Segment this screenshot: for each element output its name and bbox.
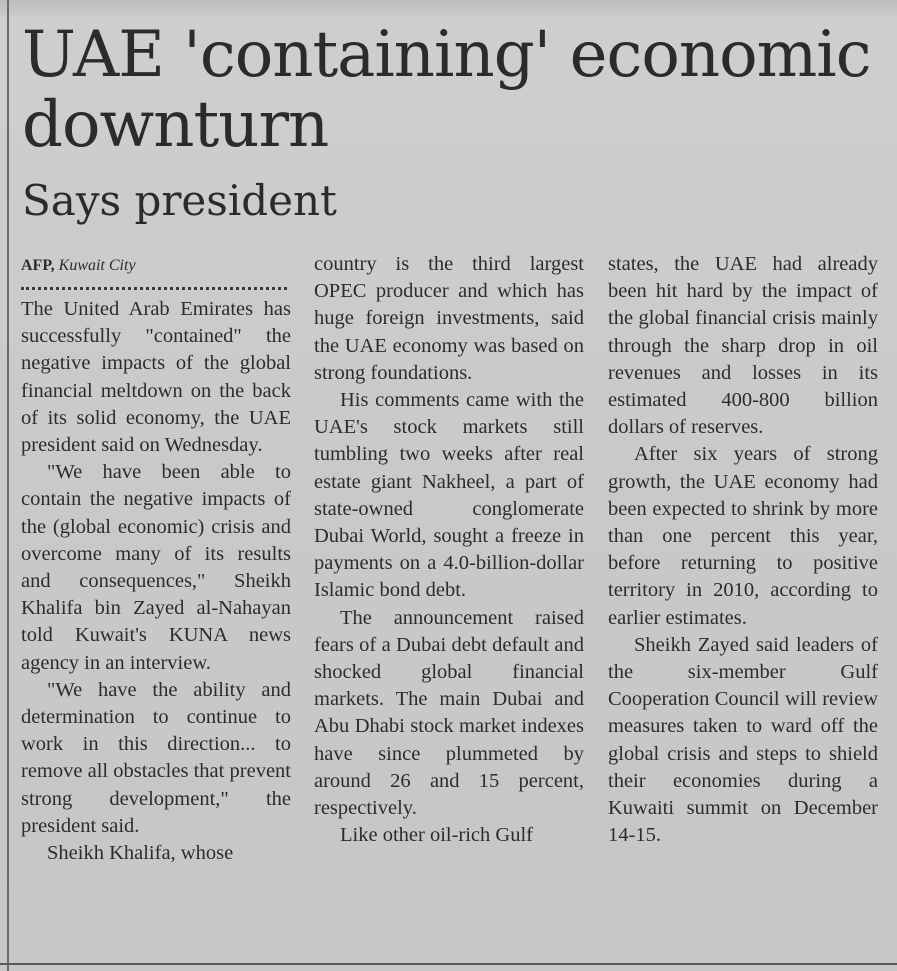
article-column-1: [21, 251, 291, 867]
byline-city: Kuwait City: [58, 257, 136, 274]
paragraph: "We have been able to contain the negative impacts of the (global economic) crisis and overcome many of its results and consequences," Sheikh Khalifa bin Zayed al-Nahayan told Kuwait's KUNA news agency in an interview.: [21, 461, 291, 674]
paragraph: states, the UAE had already been hit hard by the impact of the global financial crisis mainly through the sharp drop in oil revenues and losses in its estimated 400-800 billion dollars of reserves.: [608, 253, 878, 439]
clipping-top-edge: [0, 0, 897, 18]
left-border-rule: [7, 0, 9, 971]
paragraph: country is the third largest OPEC producer and which has huge foreign investments, said the UAE economy was based on strong foundations.: [314, 253, 584, 384]
paragraph: His comments came with the UAE's stock markets still tumbling two weeks after real estate giant Nakheel, a part of state-owned conglomerate Dubai World, sought a freeze in payments on a 4.0-billion-dollar Islamic bond debt.: [314, 389, 584, 602]
paragraph: The announcement raised fears of a Dubai debt default and shocked global financial markets. The main Dubai and Abu Dhabi stock market indexes have since plummeted by around 26 and 15 percent, respectively.: [314, 606, 584, 820]
byline: [21, 251, 291, 281]
article-column-3: [608, 251, 878, 849]
paragraph: Like other oil-rich Gulf: [340, 824, 533, 847]
paragraph: Sheikh Khalifa, whose: [47, 842, 234, 865]
paragraph: "We have the ability and determination to continue to work in this direction... to remove all obstacles that prevent strong development," the president said.: [21, 678, 291, 837]
dotted-separator: [21, 287, 287, 290]
byline-agency: AFP,: [21, 257, 55, 274]
article-column-2: [314, 251, 584, 849]
headline: UAE 'containing' economic downturn: [22, 18, 871, 162]
paragraph: The United Arab Emirates has successfully "contained" the negative impacts of the global financial meltdown on the back of its solid economy, the UAE president said on Wednesday.: [21, 298, 291, 457]
bottom-border-rule: [0, 963, 897, 965]
subheadline: Says president: [22, 176, 337, 225]
paragraph: Sheikh Zayed said leaders of the six-member Gulf Cooperation Council will review measures taken to ward off the global crisis and steps to shield their economies during a Kuwaiti summit on December 14-15.: [608, 633, 878, 847]
paragraph: After six years of strong growth, the UAE economy had been expected to shrink by more than one percent this year, before returning to positive territory in 2010, according to earlier estimates.: [608, 443, 878, 629]
